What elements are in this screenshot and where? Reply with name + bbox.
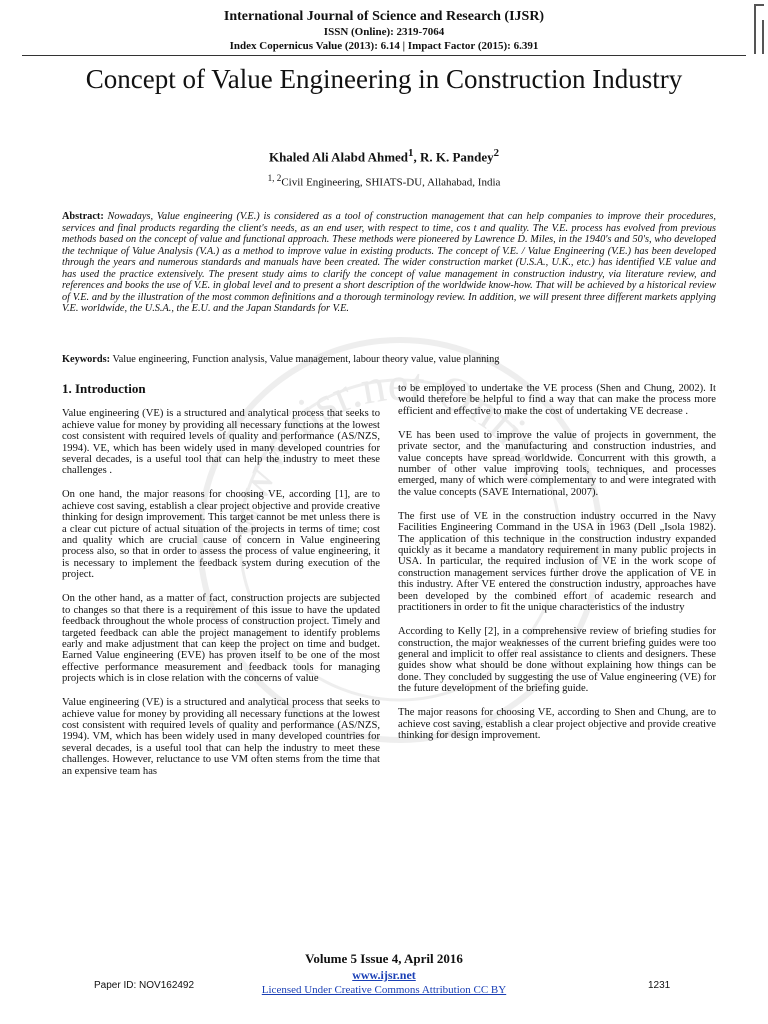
author-superscript: 2 <box>493 147 500 159</box>
body-paragraph: Value engineering (VE) is a structured and analytical process that seeks to achieve value for money by providing all necessary functions at the lowest cost consistent with required levels of quality and performance (AS/NZS, 1994). VE, which has been widely used in many developed countries for several decades, is a useful tool that can help the industry to meet these challenges . <box>62 408 380 477</box>
section-heading-introduction: 1. Introduction <box>62 381 146 396</box>
right-column <box>398 383 716 754</box>
left-column <box>62 383 380 790</box>
author-separator: , <box>413 149 420 165</box>
body-paragraph: to be employed to undertake the VE process (Shen and Chung, 2002). It would therefore be helpful to find a way that can make the process more efficient and effective to make the cost of undertaking VE decrease . <box>398 383 716 417</box>
abstract-label: Abstract: <box>62 211 104 222</box>
journal-index: Index Copernicus Value (2013): 6.14 | Impact Factor (2015): 6.391 <box>229 40 539 52</box>
article-title: Concept of Value Engineering in Construction Industry <box>85 64 683 94</box>
journal-header <box>0 8 768 53</box>
header-rule <box>22 55 746 56</box>
footer-paper-id: Paper ID: NOV162492 <box>94 980 195 991</box>
abstract-text: Nowadays, Value engineering (V.E.) is considered as a tool of construction management that can help companies to improve their procedures, services and final products regarding the client's needs, as an end user, with respect to time, cos t and quality. The V.E. process has evolved from previous methods based on the concept of value and functional approach. These methods were pioneered by Lawrence D. Miles, in the 1940's and 50's, who developed the technique of Value Analysis (V.A.) as a method to improve value in existing products. The concept of V.E. / Value Engineering (V.E.) has been developed through the years and numerous standards and manuals have been created. The wider construction market (U.S.A., U.K., etc.) has identified V.E value and has used the practice extensively. The present study aims to clarify the concept of value management in construction industry, via literature review, and references and books the use of V.E. in global level and to present a short description of the worldwide know-how. That will be achieved by a historical review of V.E. and by the illustration of the most common definitions and a thorough terminology review. In addition, we will present three different markets applying V.E. worldwide, the U.S.A., the E.U. and the Japan Standards for V.E. <box>62 211 717 315</box>
body-paragraph: The first use of VE in the construction industry occurred in the Navy Facilities Engineering Command in the USA in 1963 (Dell „Isola 1982). The application of this technique in the construction industry expanded quickly as it became a mandatory requirement in many public projects in USA. In particular, the required inclusion of VE in the work scope of construction management services further drove the application of VE in this industry. After VE entered the construction industry, approaches have been developed by the combined effort of academic research and practitioners in order to fit the unique characteristics of the industry <box>398 510 716 614</box>
footer-volume: Volume 5 Issue 4, April 2016 <box>305 951 463 966</box>
abstract <box>62 211 716 315</box>
keywords-text: Value engineering, Function analysis, Value management, labour theory value, value planning <box>112 354 500 365</box>
author-line <box>0 147 768 165</box>
watermark-text: www.ijsr.net Online <box>217 357 568 542</box>
body-paragraph: According to Kelly [2], in a comprehensive review of briefing studies for construction, the major weaknesses of the current briefing guides were too general and implicit to offer real assistance to clients and designers. These guides show what should be done without explaining how things can be done. They concluded by suggesting the use of Value engineering (VE) for the future development of the briefing guide. <box>398 626 716 695</box>
affiliation-text: Civil Engineering, SHIATS-DU, Allahabad, India <box>281 176 501 189</box>
affiliation-superscript: 1, 2 <box>267 173 282 183</box>
body-paragraph: VE has been used to improve the value of projects in government, the private sector, and the manufacturing and construction industries, and value concepts have spread worldwide. Concurrent with this growth, a number of other value improving tools, techniques, and processes emerged, many of which were complementary to and were integrated with the value concepts (SAVE International, 2007). <box>398 429 716 498</box>
author-name: R. K. Pandey <box>419 149 494 165</box>
corner-tab-icon <box>746 0 768 60</box>
keywords <box>62 354 716 365</box>
affiliation <box>0 173 768 189</box>
footer-license-link[interactable]: Licensed Under Creative Commons Attribution CC BY <box>261 984 507 996</box>
keywords-label: Keywords: <box>62 354 111 365</box>
body-paragraph: On one hand, the major reasons for choosing VE, according [1], are to achieve cost saving, establish a clear project objective and provide creative thinking for design improvement. This target cannot be met unless there is a clear cut picture of actual situation of the projects in terms of time; cost and quality which are crucial cause of concern in Value engineering process also, so that in order to assess the process of value engineering, it is necessary to implement the feedback system during execution of the project. <box>62 489 380 581</box>
footer-journal-link[interactable]: www.ijsr.net <box>352 968 416 982</box>
body-paragraph: On the other hand, as a matter of fact, construction projects are subjected to changes so that there is a requirement of this issue to have the updated feedback throughout the whole process of construction project. Timely and targeted feedback can able the project management to identify problems early and make adjustment that can keep the project on time and budget. Earned Value engineering (EVE) has proven itself to be one of the most effective performance measurement and feedback tools for managing projects which is in close relation with the concerns of value <box>62 593 380 685</box>
journal-issn: ISSN (Online): 2319-7064 <box>323 26 445 38</box>
author-superscript: 1 <box>408 147 414 159</box>
journal-name: International Journal of Science and Research (IJSR) <box>223 9 545 24</box>
footer-page-number: 1231 <box>648 980 671 991</box>
author-name: Khaled Ali Alabd Ahmed <box>268 149 409 165</box>
body-paragraph: Value engineering (VE) is a structured and analytical process that seeks to achieve value for money by providing all necessary functions at the lowest cost consistent with required levels of quality and performance (AS/NZS, 1994). VM, which has been widely used in many developed countries for several decades, is a useful tool that can help the industry to meet these challenges. However, reluctance to use VM often stems from the time that an expensive team has <box>62 697 380 777</box>
body-paragraph: The major reasons for choosing VE, according to Shen and Chung, are to achieve cost saving, establish a clear project objective and provide creative thinking for design improvement. <box>398 707 716 741</box>
